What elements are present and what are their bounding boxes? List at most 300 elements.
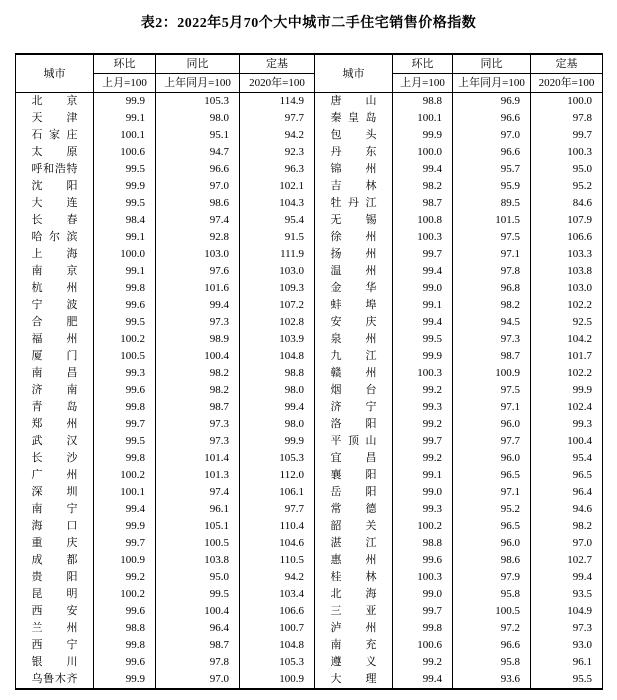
- city-name: 牡丹江: [330, 197, 377, 209]
- table-row: [16, 569, 603, 586]
- mom-value-cell: 100.3: [393, 569, 453, 586]
- mom-value-cell: 99.9: [393, 348, 453, 365]
- city-cell: [315, 637, 393, 654]
- base-value-cell: 99.9: [531, 382, 603, 399]
- city-name: 泉州: [330, 333, 377, 345]
- city-cell: [16, 399, 94, 416]
- mom-value-cell: 99.1: [94, 110, 156, 127]
- mom-value-cell: 99.8: [94, 637, 156, 654]
- table-row: [16, 433, 603, 450]
- city-cell: [16, 229, 94, 246]
- city-name: 秦皇岛: [330, 112, 377, 124]
- city-cell: [16, 246, 94, 263]
- mom-value-cell: 100.2: [393, 518, 453, 535]
- header-yoy-sub-left: 上年同月=100: [156, 74, 240, 93]
- table-row: [16, 535, 603, 552]
- city-name: 平顶山: [330, 435, 377, 447]
- mom-value-cell: 98.2: [393, 178, 453, 195]
- base-value-cell: 93.5: [531, 586, 603, 603]
- city-name: 长沙: [31, 452, 78, 464]
- city-name: 泸州: [330, 622, 377, 634]
- yoy-value-cell: 105.1: [156, 518, 240, 535]
- yoy-value-cell: 97.1: [453, 399, 531, 416]
- city-cell: [315, 671, 393, 689]
- mom-value-cell: 98.4: [94, 212, 156, 229]
- yoy-value-cell: 101.5: [453, 212, 531, 229]
- mom-value-cell: 100.2: [94, 467, 156, 484]
- yoy-value-cell: 101.4: [156, 450, 240, 467]
- city-cell: [315, 501, 393, 518]
- city-cell: [315, 297, 393, 314]
- table-row: [16, 246, 603, 263]
- city-cell: [16, 484, 94, 501]
- yoy-value-cell: 95.1: [156, 127, 240, 144]
- yoy-value-cell: 97.0: [156, 671, 240, 689]
- city-cell: [315, 314, 393, 331]
- mom-value-cell: 99.2: [393, 416, 453, 433]
- mom-value-cell: 100.1: [393, 110, 453, 127]
- base-value-cell: 96.4: [531, 484, 603, 501]
- city-name: 武汉: [31, 435, 78, 447]
- base-value-cell: 102.4: [531, 399, 603, 416]
- base-value-cell: 95.5: [531, 671, 603, 689]
- city-name: 洛阳: [330, 418, 377, 430]
- city-cell: [315, 178, 393, 195]
- table-header: [16, 54, 603, 93]
- city-name: 呼和浩特: [31, 163, 78, 175]
- city-name: 银川: [31, 656, 78, 668]
- header-row-main: [16, 54, 603, 74]
- yoy-value-cell: 97.6: [156, 263, 240, 280]
- mom-value-cell: 100.0: [94, 246, 156, 263]
- base-value-cell: 104.8: [240, 348, 315, 365]
- base-value-cell: 99.4: [531, 569, 603, 586]
- base-value-cell: 84.6: [531, 195, 603, 212]
- city-name: 长春: [31, 214, 78, 226]
- base-value-cell: 94.6: [531, 501, 603, 518]
- table-row: [16, 280, 603, 297]
- base-value-cell: 94.2: [240, 569, 315, 586]
- city-cell: [315, 416, 393, 433]
- city-name: 海口: [31, 520, 78, 532]
- base-value-cell: 107.9: [531, 212, 603, 229]
- table-row: [16, 110, 603, 127]
- city-cell: [315, 552, 393, 569]
- yoy-value-cell: 97.3: [156, 416, 240, 433]
- mom-value-cell: 99.6: [94, 382, 156, 399]
- city-name: 西安: [31, 605, 78, 617]
- mom-value-cell: 99.2: [393, 654, 453, 671]
- city-cell: [16, 144, 94, 161]
- base-value-cell: 100.3: [531, 144, 603, 161]
- mom-value-cell: 99.2: [94, 569, 156, 586]
- mom-value-cell: 99.1: [393, 467, 453, 484]
- city-cell: [315, 246, 393, 263]
- base-value-cell: 97.8: [531, 110, 603, 127]
- base-value-cell: 104.3: [240, 195, 315, 212]
- mom-value-cell: 99.8: [393, 620, 453, 637]
- city-name: 常德: [330, 503, 377, 515]
- city-cell: [16, 586, 94, 603]
- mom-value-cell: 99.5: [94, 161, 156, 178]
- header-base-right: 定基: [531, 54, 603, 74]
- yoy-value-cell: 99.5: [156, 586, 240, 603]
- city-name: 北京: [31, 95, 78, 107]
- base-value-cell: 100.4: [531, 433, 603, 450]
- yoy-value-cell: 95.7: [453, 161, 531, 178]
- base-value-cell: 104.9: [531, 603, 603, 620]
- yoy-value-cell: 100.4: [156, 348, 240, 365]
- city-name: 青岛: [31, 401, 78, 413]
- mom-value-cell: 98.8: [94, 620, 156, 637]
- table-row: [16, 263, 603, 280]
- base-value-cell: 103.0: [240, 263, 315, 280]
- yoy-value-cell: 96.6: [453, 110, 531, 127]
- base-value-cell: 102.8: [240, 314, 315, 331]
- city-cell: [315, 603, 393, 620]
- city-name: 无锡: [330, 214, 377, 226]
- city-name: 南宁: [31, 503, 78, 515]
- mom-value-cell: 99.9: [393, 127, 453, 144]
- yoy-value-cell: 105.3: [156, 93, 240, 111]
- mom-value-cell: 99.6: [94, 297, 156, 314]
- table-row: [16, 195, 603, 212]
- city-cell: [16, 212, 94, 229]
- mom-value-cell: 100.5: [94, 348, 156, 365]
- city-name: 温州: [330, 265, 377, 277]
- yoy-value-cell: 97.4: [156, 212, 240, 229]
- yoy-value-cell: 100.9: [453, 365, 531, 382]
- city-cell: [315, 280, 393, 297]
- mom-value-cell: 99.6: [94, 603, 156, 620]
- base-value-cell: 112.0: [240, 467, 315, 484]
- base-value-cell: 100.0: [531, 93, 603, 111]
- table-row: [16, 178, 603, 195]
- yoy-value-cell: 103.8: [156, 552, 240, 569]
- city-cell: [16, 501, 94, 518]
- yoy-value-cell: 96.5: [453, 467, 531, 484]
- city-cell: [16, 569, 94, 586]
- base-value-cell: 99.3: [531, 416, 603, 433]
- base-value-cell: 102.7: [531, 552, 603, 569]
- table-row: [16, 450, 603, 467]
- city-name: 宁波: [31, 299, 78, 311]
- base-value-cell: 95.0: [531, 161, 603, 178]
- city-name: 湛江: [330, 537, 377, 549]
- mom-value-cell: 99.6: [393, 552, 453, 569]
- yoy-value-cell: 92.8: [156, 229, 240, 246]
- yoy-value-cell: 96.0: [453, 535, 531, 552]
- mom-value-cell: 99.9: [94, 178, 156, 195]
- city-cell: [16, 535, 94, 552]
- city-name: 扬州: [330, 248, 377, 260]
- mom-value-cell: 99.1: [94, 263, 156, 280]
- city-name: 宜昌: [330, 452, 377, 464]
- table-row: [16, 229, 603, 246]
- city-cell: [315, 93, 393, 111]
- yoy-value-cell: 96.0: [453, 416, 531, 433]
- base-value-cell: 92.3: [240, 144, 315, 161]
- table-row: [16, 161, 603, 178]
- base-value-cell: 91.5: [240, 229, 315, 246]
- table-row: [16, 399, 603, 416]
- yoy-value-cell: 97.5: [453, 382, 531, 399]
- city-cell: [315, 569, 393, 586]
- yoy-value-cell: 100.4: [156, 603, 240, 620]
- city-cell: [16, 280, 94, 297]
- header-city-left: 城市: [16, 54, 94, 93]
- city-name: 郑州: [31, 418, 78, 430]
- mom-value-cell: 99.0: [393, 586, 453, 603]
- city-name: 深圳: [31, 486, 78, 498]
- city-name: 哈尔滨: [31, 231, 78, 243]
- city-cell: [16, 467, 94, 484]
- header-row-sub: [16, 74, 603, 93]
- city-cell: [315, 229, 393, 246]
- city-name: 遵义: [330, 656, 377, 668]
- yoy-value-cell: 94.7: [156, 144, 240, 161]
- city-name: 桂林: [330, 571, 377, 583]
- city-cell: [315, 110, 393, 127]
- table-row: [16, 382, 603, 399]
- mom-value-cell: 99.4: [393, 161, 453, 178]
- base-value-cell: 100.7: [240, 620, 315, 637]
- table-row: [16, 348, 603, 365]
- yoy-value-cell: 96.5: [453, 518, 531, 535]
- base-value-cell: 99.4: [240, 399, 315, 416]
- base-value-cell: 107.2: [240, 297, 315, 314]
- city-name: 太原: [31, 146, 78, 158]
- city-name: 兰州: [31, 622, 78, 634]
- base-value-cell: 96.5: [531, 467, 603, 484]
- city-cell: [16, 297, 94, 314]
- mom-value-cell: 99.7: [94, 416, 156, 433]
- city-name: 南昌: [31, 367, 78, 379]
- header-base-sub-right: 2020年=100: [531, 74, 603, 93]
- yoy-value-cell: 97.3: [156, 314, 240, 331]
- city-name: 厦门: [31, 350, 78, 362]
- mom-value-cell: 100.6: [393, 637, 453, 654]
- city-cell: [16, 263, 94, 280]
- mom-value-cell: 100.3: [393, 365, 453, 382]
- yoy-value-cell: 96.6: [453, 637, 531, 654]
- city-cell: [16, 433, 94, 450]
- base-value-cell: 111.9: [240, 246, 315, 263]
- city-name: 南京: [31, 265, 78, 277]
- mom-value-cell: 100.3: [393, 229, 453, 246]
- city-name: 昆明: [31, 588, 78, 600]
- city-cell: [315, 365, 393, 382]
- mom-value-cell: 99.3: [393, 399, 453, 416]
- city-name: 合肥: [31, 316, 78, 328]
- mom-value-cell: 99.2: [393, 382, 453, 399]
- city-name: 北海: [330, 588, 377, 600]
- city-name: 安庆: [330, 316, 377, 328]
- header-mom-left: 环比: [94, 54, 156, 74]
- city-cell: [16, 178, 94, 195]
- yoy-value-cell: 96.6: [453, 144, 531, 161]
- table-row: [16, 586, 603, 603]
- yoy-value-cell: 98.7: [156, 637, 240, 654]
- base-value-cell: 102.2: [531, 365, 603, 382]
- base-value-cell: 92.5: [531, 314, 603, 331]
- base-value-cell: 95.4: [531, 450, 603, 467]
- price-index-table: [15, 53, 603, 690]
- base-value-cell: 102.2: [531, 297, 603, 314]
- base-value-cell: 110.5: [240, 552, 315, 569]
- mom-value-cell: 99.9: [94, 671, 156, 689]
- yoy-value-cell: 95.8: [453, 654, 531, 671]
- city-cell: [16, 110, 94, 127]
- mom-value-cell: 99.7: [393, 433, 453, 450]
- city-cell: [16, 603, 94, 620]
- yoy-value-cell: 95.0: [156, 569, 240, 586]
- city-cell: [315, 382, 393, 399]
- header-mom-sub-left: 上月=100: [94, 74, 156, 93]
- base-value-cell: 99.7: [531, 127, 603, 144]
- city-cell: [16, 654, 94, 671]
- mom-value-cell: 100.6: [94, 144, 156, 161]
- mom-value-cell: 99.2: [393, 450, 453, 467]
- city-name: 包头: [330, 129, 377, 141]
- yoy-value-cell: 97.0: [453, 127, 531, 144]
- city-name: 西宁: [31, 639, 78, 651]
- mom-value-cell: 100.2: [94, 586, 156, 603]
- yoy-value-cell: 100.5: [156, 535, 240, 552]
- mom-value-cell: 99.8: [94, 399, 156, 416]
- table-row: [16, 365, 603, 382]
- table-row: [16, 331, 603, 348]
- city-cell: [16, 93, 94, 111]
- table-row: [16, 212, 603, 229]
- city-cell: [16, 331, 94, 348]
- yoy-value-cell: 98.6: [156, 195, 240, 212]
- mom-value-cell: 99.8: [94, 280, 156, 297]
- base-value-cell: 99.9: [240, 433, 315, 450]
- city-cell: [16, 416, 94, 433]
- city-cell: [315, 263, 393, 280]
- base-value-cell: 94.2: [240, 127, 315, 144]
- city-name: 成都: [31, 554, 78, 566]
- mom-value-cell: 99.0: [393, 484, 453, 501]
- yoy-value-cell: 97.1: [453, 246, 531, 263]
- city-name: 赣州: [330, 367, 377, 379]
- table-row: [16, 518, 603, 535]
- yoy-value-cell: 97.8: [156, 654, 240, 671]
- table-row: [16, 654, 603, 671]
- city-cell: [315, 212, 393, 229]
- base-value-cell: 98.0: [240, 382, 315, 399]
- header-mom-right: 环比: [393, 54, 453, 74]
- base-value-cell: 106.6: [531, 229, 603, 246]
- base-value-cell: 106.6: [240, 603, 315, 620]
- city-cell: [16, 127, 94, 144]
- base-value-cell: 97.7: [240, 501, 315, 518]
- base-value-cell: 105.3: [240, 654, 315, 671]
- table-row: [16, 637, 603, 654]
- yoy-value-cell: 98.7: [156, 399, 240, 416]
- city-cell: [16, 450, 94, 467]
- city-cell: [315, 450, 393, 467]
- base-value-cell: 97.3: [531, 620, 603, 637]
- city-name: 三亚: [330, 605, 377, 617]
- mom-value-cell: 99.7: [393, 246, 453, 263]
- yoy-value-cell: 89.5: [453, 195, 531, 212]
- table-row: [16, 467, 603, 484]
- city-name: 济南: [31, 384, 78, 396]
- city-name: 沈阳: [31, 180, 78, 192]
- header-city-right: 城市: [315, 54, 393, 93]
- yoy-value-cell: 98.2: [156, 382, 240, 399]
- city-name: 济宁: [330, 401, 377, 413]
- yoy-value-cell: 96.8: [453, 280, 531, 297]
- city-cell: [315, 399, 393, 416]
- header-base-sub-left: 2020年=100: [240, 74, 315, 93]
- city-cell: [315, 195, 393, 212]
- base-value-cell: 98.2: [531, 518, 603, 535]
- yoy-value-cell: 97.7: [453, 433, 531, 450]
- yoy-value-cell: 96.9: [453, 93, 531, 111]
- city-cell: [315, 127, 393, 144]
- mom-value-cell: 99.7: [393, 603, 453, 620]
- city-cell: [315, 586, 393, 603]
- city-name: 广州: [31, 469, 78, 481]
- base-value-cell: 93.0: [531, 637, 603, 654]
- city-cell: [315, 161, 393, 178]
- header-yoy-right: 同比: [453, 54, 531, 74]
- mom-value-cell: 99.1: [393, 297, 453, 314]
- yoy-value-cell: 98.6: [453, 552, 531, 569]
- table-row: [16, 144, 603, 161]
- base-value-cell: 114.9: [240, 93, 315, 111]
- yoy-value-cell: 98.2: [156, 365, 240, 382]
- mom-value-cell: 99.7: [94, 535, 156, 552]
- city-name: 韶关: [330, 520, 377, 532]
- base-value-cell: 105.3: [240, 450, 315, 467]
- city-name: 贵阳: [31, 571, 78, 583]
- city-name: 惠州: [330, 554, 377, 566]
- table-row: [16, 603, 603, 620]
- mom-value-cell: 100.8: [393, 212, 453, 229]
- city-name: 烟台: [330, 384, 377, 396]
- yoy-value-cell: 97.2: [453, 620, 531, 637]
- yoy-value-cell: 95.2: [453, 501, 531, 518]
- mom-value-cell: 98.7: [393, 195, 453, 212]
- yoy-value-cell: 100.5: [453, 603, 531, 620]
- city-name: 徐州: [330, 231, 377, 243]
- mom-value-cell: 99.3: [393, 501, 453, 518]
- city-cell: [315, 467, 393, 484]
- base-value-cell: 103.0: [531, 280, 603, 297]
- yoy-value-cell: 93.6: [453, 671, 531, 689]
- base-value-cell: 102.1: [240, 178, 315, 195]
- mom-value-cell: 99.3: [94, 365, 156, 382]
- city-name: 天津: [31, 112, 78, 124]
- table-row: [16, 552, 603, 569]
- base-value-cell: 98.8: [240, 365, 315, 382]
- mom-value-cell: 99.4: [393, 314, 453, 331]
- city-cell: [16, 552, 94, 569]
- mom-value-cell: 99.5: [94, 433, 156, 450]
- city-cell: [16, 314, 94, 331]
- city-name: 大连: [31, 197, 78, 209]
- city-cell: [315, 484, 393, 501]
- yoy-value-cell: 96.0: [453, 450, 531, 467]
- yoy-value-cell: 96.1: [156, 501, 240, 518]
- yoy-value-cell: 97.3: [156, 433, 240, 450]
- yoy-value-cell: 97.9: [453, 569, 531, 586]
- mom-value-cell: 100.0: [393, 144, 453, 161]
